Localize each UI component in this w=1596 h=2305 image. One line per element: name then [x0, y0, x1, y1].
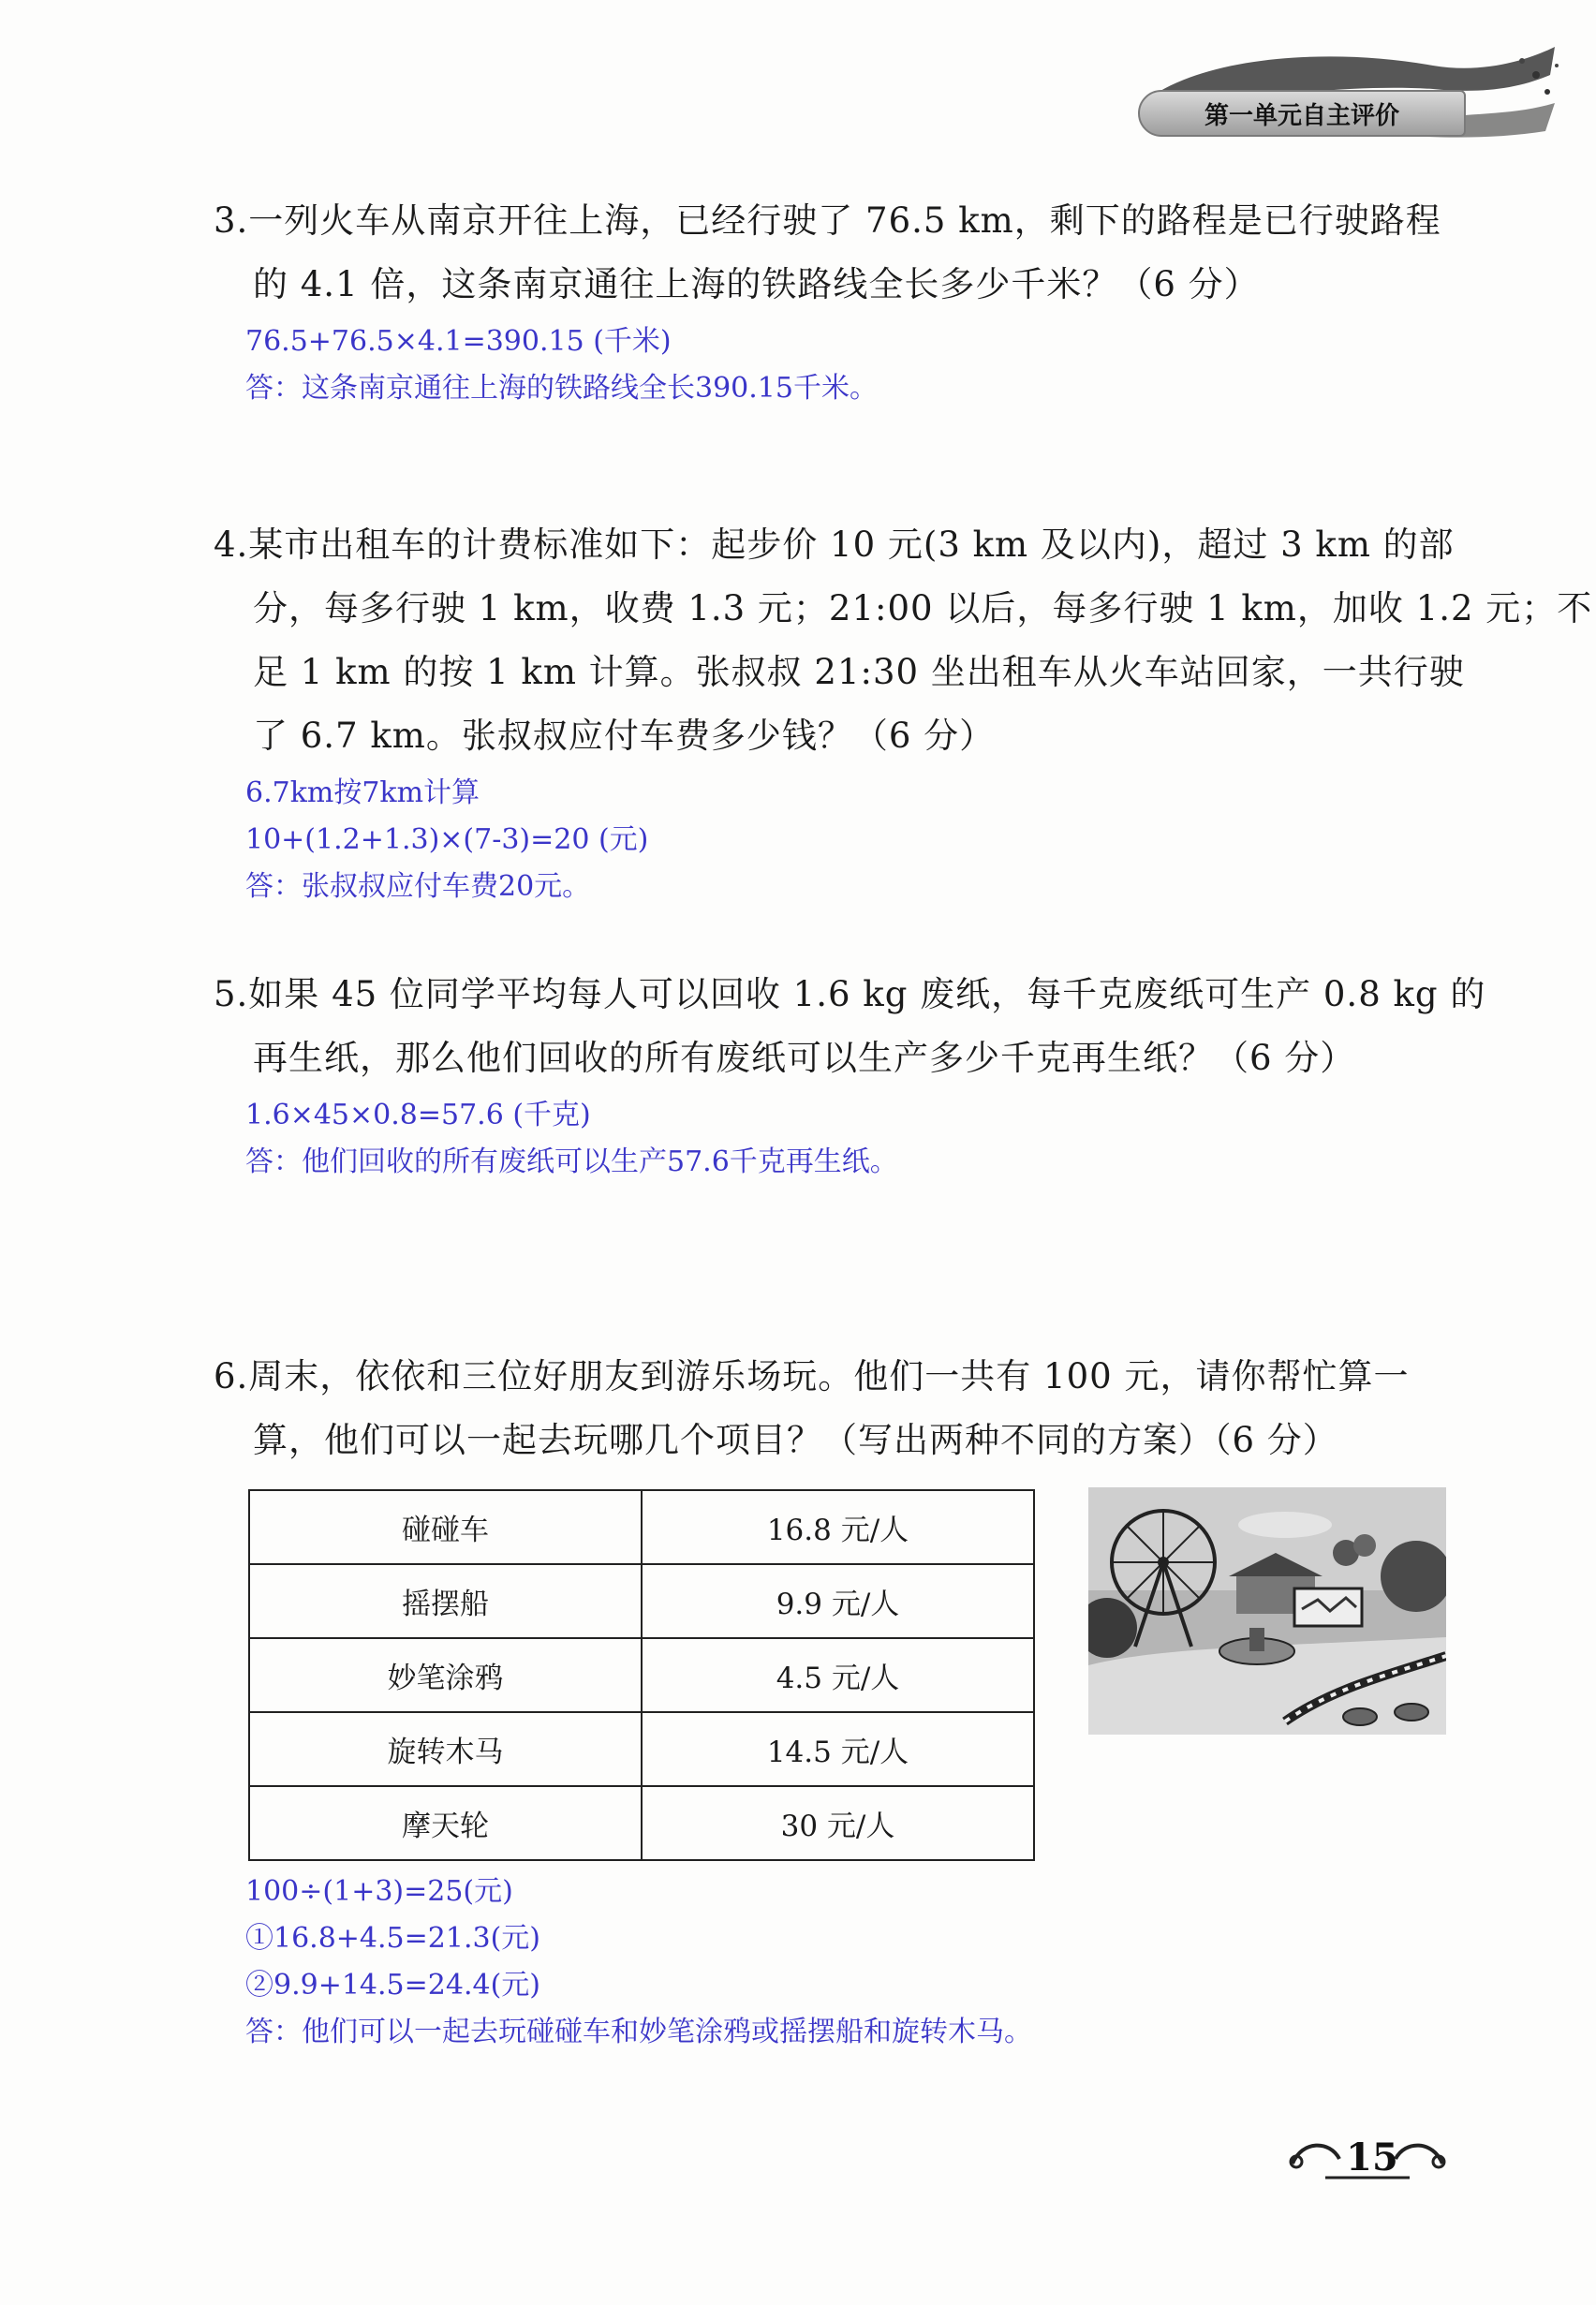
question-line: 4.某市出租车的计费标准如下：起步价 10 元(3 km 及以内)，超过 3 km 的部 [214, 525, 1455, 565]
table-row [249, 1712, 1034, 1786]
table-cell-item: 摇摆船 [249, 1564, 642, 1638]
question-line: 算，他们可以一起去玩哪几个项目？（写出两种不同的方案）（6 分） [253, 1420, 1338, 1460]
question-5 [214, 963, 1486, 1090]
answer-line: 6.7km按7km计算 [245, 776, 480, 809]
price-table [248, 1489, 1035, 1861]
table-cell-item: 妙笔涂鸦 [249, 1638, 642, 1712]
table-cell-price: 4.5 元/人 [642, 1638, 1034, 1712]
answer-line: 答：他们可以一起去玩碰碰车和妙笔涂鸦或摇摆船和旋转木马。 [245, 2016, 1032, 2048]
question-3 [214, 189, 1459, 317]
answer-line: ①16.8+4.5=21.3(元) [245, 1922, 540, 1955]
table-cell-price: 30 元/人 [642, 1786, 1034, 1860]
answer-3 [245, 318, 878, 412]
section-title-tab [1138, 90, 1466, 137]
table-row [249, 1564, 1034, 1638]
answer-line: 100÷(1+3)=25(元) [245, 1875, 513, 1908]
question-line: 6.周末，依依和三位好朋友到游乐场玩。他们一共有 100 元，请你帮忙算一 [214, 1356, 1410, 1396]
table-cell-item: 旋转木马 [249, 1712, 642, 1786]
page-number: 15 [1346, 2135, 1398, 2179]
answer-5 [245, 1092, 898, 1186]
table-row [249, 1786, 1034, 1860]
table-cell-item: 碰碰车 [249, 1490, 642, 1564]
answer-line: 10+(1.2+1.3)×(7-3)=20 (元) [245, 823, 649, 856]
answer-line: ②9.9+14.5=24.4(元) [245, 1969, 540, 2002]
table-cell-price: 16.8 元/人 [642, 1490, 1034, 1564]
page-number-ornament [1283, 2126, 1452, 2192]
answer-line: 答：这条南京通往上海的铁路线全长390.15千米。 [245, 372, 878, 405]
section-title: 第一单元自主评价 [1204, 101, 1399, 130]
question-line: 的 4.1 倍，这条南京通往上海的铁路线全长多少千米？（6 分） [253, 264, 1260, 304]
answer-line: 答：他们回收的所有废纸可以生产57.6千克再生纸。 [245, 1145, 898, 1178]
answer-line: 1.6×45×0.8=57.6 (千克) [245, 1099, 591, 1131]
question-line: 足 1 km 的按 1 km 计算。张叔叔 21:30 坐出租车从火车站回家，一共行驶 [253, 652, 1465, 692]
question-line: 3.一列火车从南京开往上海，已经行驶了 76.5 km，剩下的路程是已行驶路程 [214, 200, 1441, 241]
amusement-park-illustration [1088, 1487, 1446, 1735]
question-6 [214, 1345, 1459, 1472]
question-4 [214, 513, 1593, 768]
question-line: 分，每多行驶 1 km，收费 1.3 元；21:00 以后，每多行驶 1 km，加收 1.2 元；不 [253, 588, 1593, 628]
table-cell-price: 9.9 元/人 [642, 1564, 1034, 1638]
answer-line: 答：张叔叔应付车费20元。 [245, 870, 591, 903]
answer-line: 76.5+76.5×4.1=390.15 (千米) [245, 325, 672, 358]
table-cell-item: 摩天轮 [249, 1786, 642, 1860]
table-cell-price: 14.5 元/人 [642, 1712, 1034, 1786]
question-line: 再生纸，那么他们回收的所有废纸可以生产多少千克再生纸？（6 分） [253, 1038, 1356, 1078]
table-row [249, 1638, 1034, 1712]
answer-6 [245, 1869, 1032, 2056]
question-line: 了 6.7 km。张叔叔应付车费多少钱？（6 分） [253, 716, 996, 756]
question-line: 5.如果 45 位同学平均每人可以回收 1.6 kg 废纸，每千克废纸可生产 0.8 kg 的 [214, 974, 1486, 1014]
table-row [249, 1490, 1034, 1564]
answer-4 [245, 770, 648, 910]
